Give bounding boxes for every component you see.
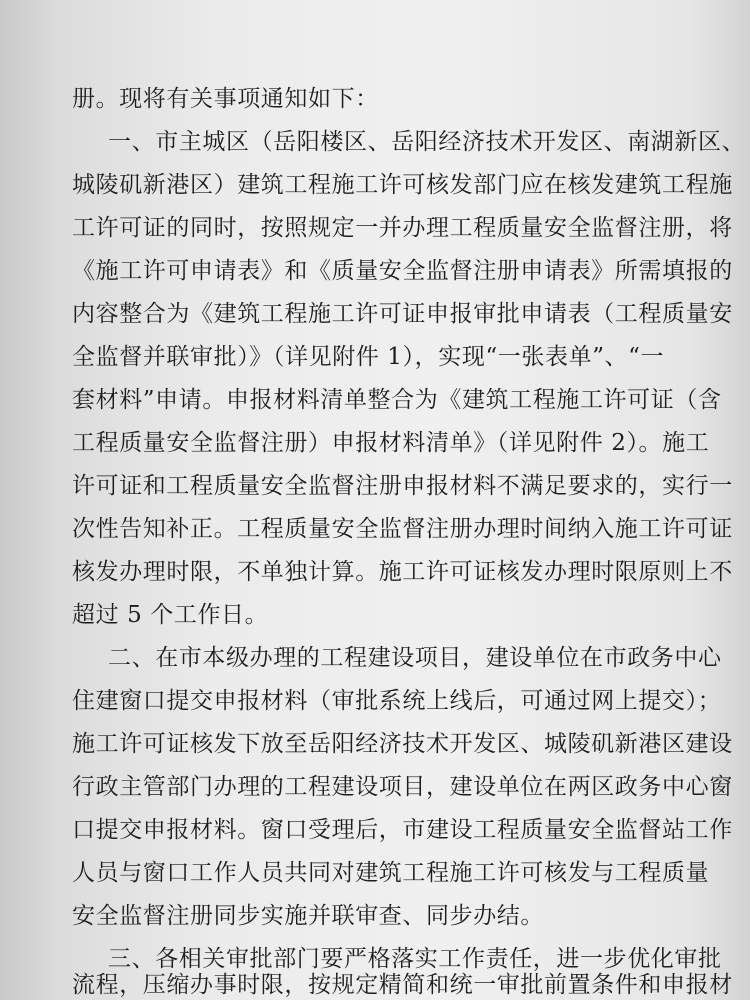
text-line: 口提交申报材料。窗口受理后，市建设工程质量安全监督站工作 (72, 817, 733, 843)
text-line: 次性告知补正。工程质量安全监督注册办理时间纳入施工许可证 (72, 516, 733, 542)
text-line: 许可证和工程质量安全监督注册申报材料不满足要求的，实行一 (72, 473, 733, 499)
text-line: 流程，压缩办事时限，按规定精简和统一审批前置条件和申报材 (72, 972, 733, 998)
text-line: 工许可证的同时，按照规定一并办理工程质量安全监督注册，将 (72, 215, 733, 241)
text-line: 城陵矶新港区）建筑工程施工许可核发部门应在核发建筑工程施 (72, 172, 733, 198)
text-line: 人员与窗口工作人员共同对建筑工程施工许可核发与工程质量 (72, 860, 710, 886)
text-line: 全监督并联审批）》（详见附件 1），实现“一张表单”、“一 (72, 344, 665, 370)
text-line: 套材料”申请。申报材料清单整合为《建筑工程施工许可证（含 (72, 387, 722, 413)
text-line: 行政主管部门办理的工程建设项目，建设单位在两区政务中心窗 (72, 774, 733, 800)
text-line: 超过 5 个工作日。 (72, 602, 269, 628)
text-line: 工程质量安全监督注册）申报材料清单》（详见附件 2）。施工 (72, 430, 710, 456)
text-line: 施工许可证核发下放至岳阳经济技术开发区、城陵矶新港区建设 (72, 731, 733, 757)
paragraph-3-start: 三、各相关审批部门要严格落实工作责任，进一步优化审批 (108, 946, 722, 972)
text-line: 核发办理时限，不单独计算。施工许可证核发办理时限原则上不 (72, 559, 733, 585)
text-line: 册。现将有关事项通知如下： (72, 86, 379, 112)
text-line: 住建窗口提交申报材料（审批系统上线后，可通过网上提交）； (72, 688, 722, 714)
text-line: 安全监督注册同步实施并联审查、同步办结。 (72, 903, 544, 929)
text-line: 《施工许可申请表》和《质量安全监督注册申请表》所需填报的 (72, 258, 733, 284)
paragraph-1-start: 一、市主城区（岳阳楼区、岳阳经济技术开发区、南湖新区、 (108, 129, 746, 155)
paragraph-2-start: 二、在市本级办理的工程建设项目，建设单位在市政务中心 (108, 645, 722, 671)
text-line: 内容整合为《建筑工程施工许可证申报审批申请表（工程质量安 (72, 301, 733, 327)
